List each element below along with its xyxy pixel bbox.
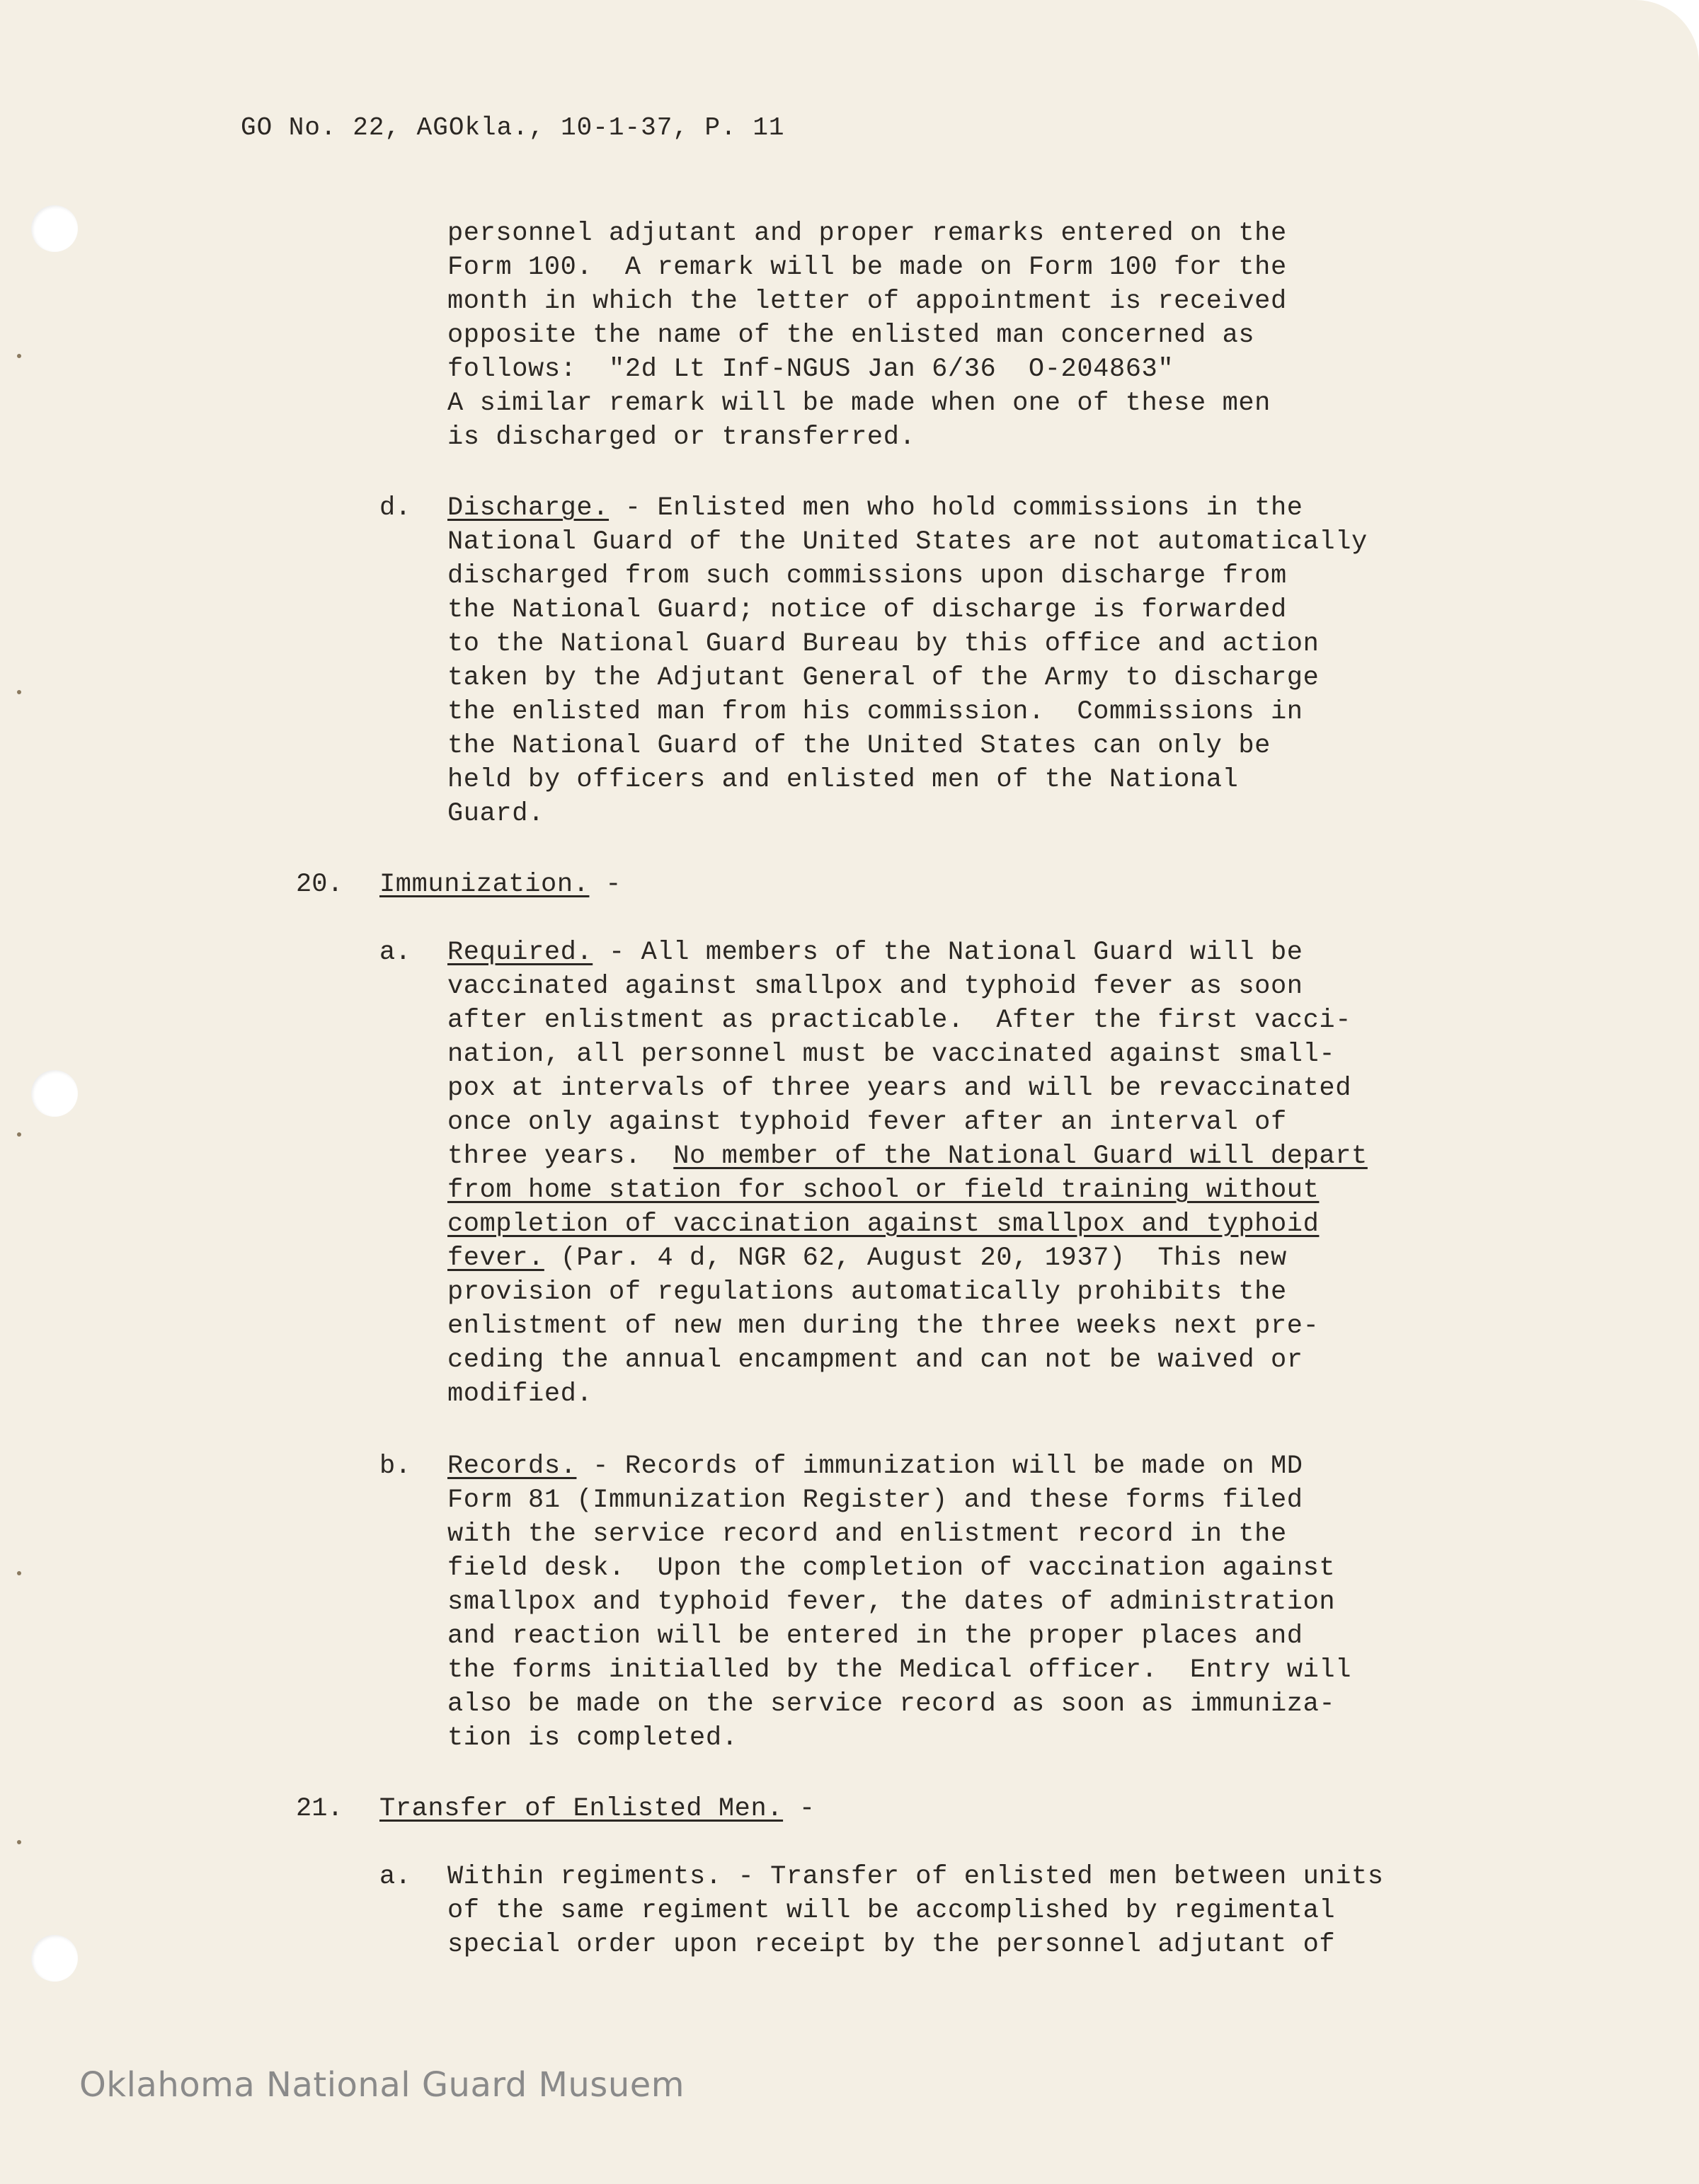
margin-speck <box>17 354 21 358</box>
text-line: held by officers and enlisted men of the National <box>447 765 1239 795</box>
section-number: 20. <box>296 870 343 900</box>
text-line: also be made on the service record as soon as immuniza- <box>447 1689 1336 1719</box>
text-line: with the service record and enlistment record in the <box>447 1519 1287 1549</box>
underlined-text: No member of the National Guard will depart <box>673 1142 1368 1171</box>
text-line <box>379 868 622 902</box>
text-line: opposite the name of the enlisted man concerned as <box>447 321 1255 350</box>
paragraph-title: Records. <box>447 1452 577 1481</box>
punch-hole-top <box>31 205 78 252</box>
text-run: three years. <box>447 1142 674 1171</box>
section-number: 21. <box>296 1794 343 1824</box>
text-line: after enlistment as practicable. After the first vacci- <box>447 1006 1352 1035</box>
text-line: and reaction will be entered in the proper places and <box>447 1621 1303 1651</box>
text-line: the National Guard; notice of discharge is forwarded <box>447 595 1287 625</box>
margin-speck <box>17 1840 21 1844</box>
text-line <box>447 1449 1303 1483</box>
paragraph-title: Discharge. <box>447 493 610 523</box>
text-line <box>447 1173 1319 1207</box>
text-line: the enlisted man from his commission. Commissions in <box>447 697 1303 727</box>
text-run: - All members of the National Guard will be <box>593 938 1303 967</box>
text-line: follows: "2d Lt Inf-NGUS Jan 6/36 O-204863" <box>447 355 1174 384</box>
text-line: vaccinated against smallpox and typhoid fever as soon <box>447 972 1303 1001</box>
text-run: - <box>783 1794 816 1824</box>
text-line: Form 81 (Immunization Register) and these forms filed <box>447 1485 1303 1515</box>
text-line: A similar remark will be made when one of these men <box>447 389 1271 418</box>
text-line: discharged from such commissions upon discharge from <box>447 561 1287 591</box>
text-line: Within regiments. - Transfer of enlisted men between units <box>447 1862 1384 1892</box>
underlined-text: fever. <box>447 1243 544 1273</box>
text-line <box>379 1792 816 1826</box>
text-line: field desk. Upon the completion of vaccination against <box>447 1553 1336 1583</box>
text-line: once only against typhoid fever after an interval of <box>447 1108 1287 1137</box>
text-run: - Enlisted men who hold commissions in the <box>609 493 1303 523</box>
text-line: to the National Guard Bureau by this office and action <box>447 629 1320 659</box>
text-line: taken by the Adjutant General of the Army to discharge <box>447 663 1320 693</box>
text-line: tion is completed. <box>447 1723 738 1753</box>
paragraph-label: a. <box>379 938 411 967</box>
text-line <box>447 491 1303 525</box>
section-title: Transfer of Enlisted Men. <box>379 1794 784 1824</box>
text-line: is discharged or transferred. <box>447 423 916 452</box>
text-line: modified. <box>447 1379 593 1409</box>
underlined-text: from home station for school or field training without <box>447 1176 1320 1205</box>
page-header: GO No. 22, AGOkla., 10-1-37, P. 11 <box>241 113 785 142</box>
text-line: nation, all personnel must be vaccinated against small- <box>447 1040 1336 1069</box>
margin-speck <box>17 1132 21 1137</box>
text-line: enlistment of new men during the three weeks next pre- <box>447 1311 1320 1341</box>
text-line: personnel adjutant and proper remarks entered on the <box>447 219 1287 248</box>
margin-speck <box>17 690 21 694</box>
text-line <box>447 936 1303 970</box>
paragraph-label: d. <box>379 493 411 523</box>
punch-hole-middle <box>31 1070 78 1117</box>
text-line: pox at intervals of three years and will be revaccinated <box>447 1074 1352 1103</box>
text-line: the National Guard of the United States can only be <box>447 731 1271 761</box>
paragraph-label: a. <box>379 1862 411 1892</box>
text-line: smallpox and typhoid fever, the dates of administration <box>447 1587 1336 1617</box>
text-run: - <box>589 870 622 900</box>
punch-hole-bottom <box>31 1935 78 1982</box>
text-run: - Records of immunization will be made on MD <box>576 1452 1303 1481</box>
text-line <box>447 1207 1319 1241</box>
text-line: ceding the annual encampment and can not be waived or <box>447 1345 1303 1375</box>
text-line <box>447 1241 1287 1275</box>
text-line: special order upon receipt by the personnel adjutant of <box>447 1930 1336 1960</box>
museum-watermark: Oklahoma National Guard Musuem <box>79 2065 685 2105</box>
text-line: the forms initialled by the Medical officer. Entry will <box>447 1655 1352 1685</box>
paragraph-label: b. <box>379 1452 411 1481</box>
section-title: Immunization. <box>379 870 590 900</box>
text-run: (Par. 4 d, NGR 62, August 20, 1937) This new <box>544 1243 1287 1273</box>
margin-speck <box>17 1571 21 1575</box>
text-line: month in which the letter of appointment is received <box>447 287 1287 316</box>
text-line: Form 100. A remark will be made on Form 100 for the <box>447 253 1287 282</box>
text-line: provision of regulations automatically prohibits the <box>447 1277 1287 1307</box>
text-line <box>447 1139 1368 1173</box>
paragraph-title: Required. <box>447 938 593 967</box>
underlined-text: completion of vaccination against smallpox and typhoid <box>447 1209 1320 1239</box>
text-line: Guard. <box>447 799 544 829</box>
text-line: of the same regiment will be accomplished by regimental <box>447 1896 1336 1926</box>
text-line: National Guard of the United States are not automatically <box>447 527 1368 557</box>
